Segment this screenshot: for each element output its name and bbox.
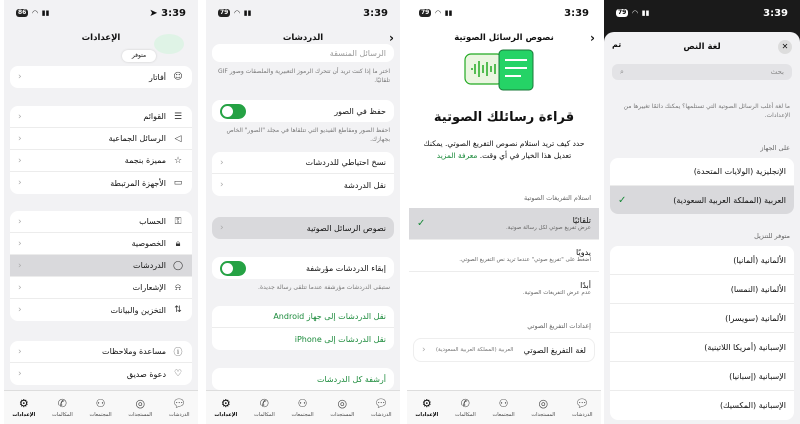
megaphone-icon: ◁ [174, 133, 182, 144]
status-bar: 86 ◠ ▮▮ ➤ 3:39 [18, 7, 186, 19]
chat-icon: ◯ [172, 260, 184, 271]
checkmark-icon: ✓ [618, 194, 627, 206]
signal-icon: ▮▮ [641, 9, 650, 17]
lists-icon: ☰ [173, 111, 183, 122]
row-help[interactable]: ⓘ مساعدة وملاحظات › [10, 341, 192, 363]
status-tooltip: متوفر [122, 50, 156, 62]
phone-icon: ✆ [259, 397, 269, 410]
phone-icon: ✆ [460, 397, 470, 410]
wifi-icon: ◠ [32, 9, 38, 17]
option-never[interactable]: أبدًا عدم عرض التفريغات الصوتية. [409, 272, 599, 304]
tab-communities[interactable]: ⚇ المجتمعات [89, 397, 112, 418]
link-to-iphone[interactable]: نقل الدردشات إلى iPhone [294, 334, 386, 344]
phone-icon: ✆ [57, 397, 67, 410]
sheet-note: ما لغة أغلب الرسائل الصوتية التي تستلمها؟ يمكنك دائمًا تغييرها من الإعدادات. [623, 103, 790, 119]
lang-option[interactable]: الألمانية (النمسا) [610, 275, 794, 304]
group-save [212, 100, 394, 122]
close-icon[interactable]: ✕ [778, 40, 792, 54]
star-icon: ☆ [173, 155, 183, 166]
tab-calls[interactable]: ✆ المكالمات [454, 397, 476, 418]
group-account [10, 211, 192, 321]
tab-updates[interactable]: ◎ المستجدات [330, 397, 355, 418]
tab-bar [206, 390, 400, 424]
group-help [10, 341, 192, 385]
chats-icon: 💬︎ [172, 397, 187, 410]
row-account[interactable]: ⚿ الحساب › [10, 211, 192, 233]
chats-icon: 💬︎ [575, 397, 590, 410]
page-title: الإعدادات [81, 33, 121, 43]
page-header [407, 28, 601, 48]
group-transfer [212, 306, 394, 350]
tab-communities[interactable]: ⚇ المجتمعات [492, 397, 515, 418]
device-languages [610, 158, 794, 214]
note-animations: اختر ما إذا كنت تريد أن تتحرك الرموز التعبيرية والملصقات وصور GIF تلقائيًا. [217, 68, 390, 84]
row-backup[interactable]: نسخ احتياطي للدردشات › [212, 152, 394, 174]
link-to-android[interactable]: نقل الدردشات إلى جهاز Android [212, 306, 394, 328]
group-backup [212, 152, 394, 196]
tab-bar [4, 390, 198, 424]
avatar-icon: ☺ [173, 72, 183, 82]
storage-icon: ⇅ [174, 305, 182, 315]
chats-settings-screen [206, 0, 400, 424]
heart-icon: ♡ [173, 369, 183, 379]
note-archive: ستبقى الدردشات مؤرشفة عندما تتلقى رسالة جديدة. [258, 284, 390, 291]
key-icon: ⚿ [174, 216, 182, 227]
info-icon: ⓘ [173, 348, 183, 358]
sheet-title: لغة النص [683, 42, 721, 52]
avatar[interactable] [154, 34, 184, 54]
row-invite[interactable]: ♡ دعوة صديق › [18, 369, 183, 379]
main-heading: قراءة رسائلك الصوتية [433, 110, 575, 125]
learn-more-link[interactable]: معرفة المزيد [436, 151, 478, 160]
people-icon: ⚇ [297, 397, 308, 410]
language-sheet [604, 32, 800, 424]
wifi-icon: ◠ [632, 9, 638, 17]
save-photos-toggle[interactable] [220, 104, 246, 119]
text-language-screen [604, 0, 800, 424]
tab-chats[interactable]: 💬︎ الدردشات [168, 397, 190, 418]
tab-settings[interactable]: ⚙ الإعدادات [12, 397, 36, 418]
row-cut-off[interactable]: الرسائل المنسقة [329, 48, 386, 58]
signal-icon: ▮▮ [41, 9, 50, 17]
avatars-row[interactable]: ☺ أفاتار › [18, 72, 183, 82]
group-archive-all [212, 368, 394, 390]
back-chevron-icon[interactable]: › [590, 31, 595, 45]
row-lists[interactable]: ☰ القوائم › [10, 106, 192, 128]
download-languages [610, 246, 794, 420]
lang-option[interactable]: الألمانية (سويسرا) [610, 304, 794, 333]
tab-calls[interactable]: ✆ المكالمات [253, 397, 275, 418]
tab-settings[interactable]: ⚙ الإعدادات [214, 397, 238, 418]
status-bar: 79 ◠ ▮▮ 3:39 [421, 7, 589, 19]
lock-icon: 🔒︎ [175, 238, 181, 249]
group-top [212, 44, 394, 62]
tab-communities[interactable]: ⚇ المجتمعات [291, 397, 314, 418]
option-manual[interactable]: يدويًا اضغط على "تفريغ صوتي" عندما تريد نص التفريغ الصوتي. [409, 240, 599, 272]
keep-archived-toggle[interactable] [220, 261, 246, 276]
row-privacy[interactable]: 🔒︎ الخصوصية › [10, 233, 192, 255]
lang-option[interactable]: الألمانية (ألمانيا) [610, 246, 794, 275]
settings-screen [4, 0, 198, 424]
back-chevron-icon[interactable]: › [389, 31, 394, 45]
row-chats[interactable]: ◯ الدردشات › [10, 255, 192, 277]
gear-icon: ⚙ [220, 397, 231, 410]
page-title: الدردشات [282, 33, 324, 43]
receive-label: استلام التفريغات الصوتية [524, 194, 591, 202]
chevron-icon: › [18, 72, 22, 82]
row-save-photos[interactable]: حفظ في الصور [212, 100, 394, 122]
row-broadcast[interactable]: ◁ الرسائل الجماعية › [10, 128, 192, 150]
link-archive-all[interactable]: أرشفة كل الدردشات [316, 374, 386, 384]
wifi-icon: ◠ [435, 9, 441, 17]
gear-icon: ⚙ [421, 397, 432, 410]
people-icon: ⚇ [498, 397, 509, 410]
avatar-group [10, 66, 192, 88]
gear-icon: ⚙ [18, 397, 29, 410]
lang-option[interactable]: الإسبانية (المكسيك) [719, 401, 786, 410]
row-starred[interactable]: ☆ مميزة بنجمة › [10, 150, 192, 172]
row-linked-devices[interactable]: ▭ الأجهزة المرتبطة › [18, 178, 183, 188]
tab-updates[interactable]: ◎ المستجدات [128, 397, 153, 418]
lang-option-selected[interactable]: العربية (المملكة العربية السعودية) ✓ [610, 186, 794, 214]
wifi-icon: ◠ [234, 9, 240, 17]
row-notifications[interactable]: ⍾ الإشعارات › [10, 277, 192, 299]
people-icon: ⚇ [95, 397, 106, 410]
lang-option[interactable]: الإسبانية (إسبانيا) [610, 362, 794, 391]
signal-icon: ▮▮ [243, 9, 252, 17]
lang-option[interactable]: الإسبانية (أمريكا اللاتينية) [610, 333, 794, 362]
search-input[interactable]: ⌕ بحث [612, 64, 792, 80]
receive-options [409, 208, 599, 304]
status-bar: 79 ◠ ▮▮ 3:39 [618, 7, 788, 19]
voice-message-illustration-icon [459, 46, 539, 96]
voice-transcripts-screen [407, 0, 601, 424]
option-auto[interactable]: تلقائيًا عرض تفريغ صوتي لكل رسالة صوتية. ✓ [409, 208, 599, 240]
chats-icon: 💬︎ [374, 397, 389, 410]
device-label: على الجهاز [760, 144, 790, 152]
tab-settings[interactable]: ⚙ الإعدادات [415, 397, 439, 418]
row-storage[interactable]: ⇅ التخزين والبيانات › [10, 299, 192, 321]
tab-chats[interactable]: 💬︎ الدردشات [370, 397, 392, 418]
settings-label: إعدادات التفريغ الصوتي [527, 322, 591, 330]
status-bar: 79 ◠ ▮▮ 3:39 [220, 7, 388, 19]
tab-chats[interactable]: 💬︎ الدردشات [571, 397, 593, 418]
group-lists [10, 106, 192, 194]
description: حدد كيف تريد استلام نصوص التفريغ الصوتي. يمكنك تعديل هذا الخيار في أي وقت. معرفة المزيد [423, 139, 585, 160]
bell-icon: ⍾ [175, 282, 181, 293]
done-button[interactable]: تم [612, 40, 622, 49]
laptop-icon: ▭ [173, 178, 183, 188]
location-icon: ➤ [149, 7, 158, 19]
checkmark-icon: ✓ [417, 218, 426, 229]
page-title: نصوص الرسائل الصوتية [454, 33, 554, 43]
row-transfer[interactable]: نقل الدردشة › [220, 180, 386, 190]
updates-icon: ◎ [135, 397, 146, 410]
group-voice [212, 217, 394, 239]
row-keep-archived[interactable]: إبقاء الدردشات مؤرشفة [212, 257, 394, 279]
download-label: متوفر للتنزيل [754, 232, 790, 240]
group-lang [413, 338, 595, 362]
lang-option[interactable]: الإنجليزية (الولايات المتحدة) [610, 158, 794, 186]
updates-icon: ◎ [337, 397, 348, 410]
note-save: احفظ الصور ومقاطع الفيديو التي تتلقاها في مجلد "الصور" الخاص بجهازك. [226, 127, 390, 143]
tab-bar [407, 390, 601, 424]
row-voice-transcripts[interactable]: نصوص الرسائل الصوتية › [212, 217, 394, 239]
tab-updates[interactable]: ◎ المستجدات [531, 397, 556, 418]
signal-icon: ▮▮ [444, 9, 453, 17]
row-transcript-language[interactable]: لغة التفريغ الصوتي العربية (المملكة العربية السعودية) › [422, 345, 586, 355]
tab-calls[interactable]: ✆ المكالمات [51, 397, 73, 418]
search-icon: ⌕ [620, 68, 624, 76]
group-archive [212, 257, 394, 279]
updates-icon: ◎ [538, 397, 549, 410]
